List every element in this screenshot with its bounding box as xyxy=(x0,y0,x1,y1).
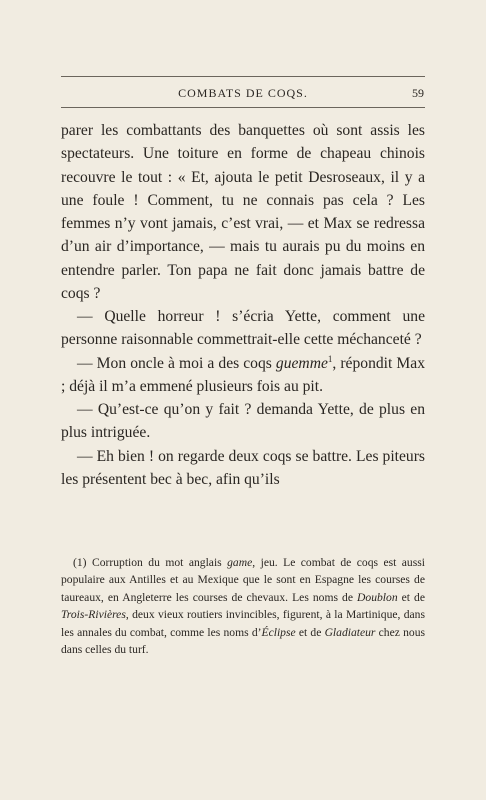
footnote-text-1: (1) Corruption du mot anglais xyxy=(73,556,228,569)
header-top-rule xyxy=(61,76,425,77)
body-text xyxy=(61,119,425,491)
paragraph-5: — Eh bien ! on regarde deux coqs se battre. Les piteurs les présentent bec à bec, afin qu’ils xyxy=(61,447,425,488)
footnote-italic-1: game xyxy=(227,556,253,569)
footnote-italic-5: Gladiateur xyxy=(324,625,376,639)
paragraph-4: — Qu’est-ce qu’on y fait ? demanda Yette, de plus en plus intriguée. xyxy=(61,401,425,442)
footnote xyxy=(61,554,425,658)
footnote-text-3: et de xyxy=(397,590,426,604)
footnote-text-2: , jeu. Le combat de coqs est aussi populaire aux Antilles et au Mexique que le sont en Espagne les courses de taureaux, en Angleterre les courses de chevaux. Les noms de xyxy=(61,556,425,604)
header-bottom-rule xyxy=(61,107,425,108)
footnote-text-6: chez nous dans celles du turf. xyxy=(61,625,426,657)
paragraph-3-italic: guemme xyxy=(275,354,328,372)
footnote-italic-2: Doublon xyxy=(357,590,398,604)
paragraph-2: — Quelle horreur ! s’écria Yette, comment une personne raisonnable commettrait-elle cette méchanceté ? xyxy=(61,308,425,349)
footnote-paragraph xyxy=(61,554,425,658)
paragraph-1: parer les combattants des banquettes où sont assis les spectateurs. Une toiture en forme de chapeau chinois recouvre le tout : « Et, ajouta le petit Desroseaux, il y a une foule ! Comment, tu ne connais pas cela ? Les femmes n’y vont jamais, c’est vrai, — et Max se redressa d’un air d’importance, — mais tu aurais pu du moins en entendre parler. Ton papa ne fait donc jamais battre de coqs ? xyxy=(61,122,425,302)
footnote-italic-3: Trois-Rivières xyxy=(61,608,126,622)
running-header-title: COMBATS DE COQS. xyxy=(178,86,308,100)
paragraph-3 xyxy=(61,352,425,399)
paragraph-3-text-a: — Mon oncle à moi a des coqs xyxy=(77,354,276,372)
footnote-text-5: et de xyxy=(295,625,325,639)
footnote-text-4: , deux vieux routiers invincibles, figurent, à la Martinique, dans les annales du combat, comme les noms d’ xyxy=(61,608,425,639)
footnote-italic-4: Éclipse xyxy=(261,625,296,639)
paragraph-3-text-b: , répondit Max ; déjà il m’a emmené plusieurs fois au pit. xyxy=(61,354,425,395)
footnote-marker: 1 xyxy=(327,353,333,364)
page-number: 59 xyxy=(412,86,424,100)
